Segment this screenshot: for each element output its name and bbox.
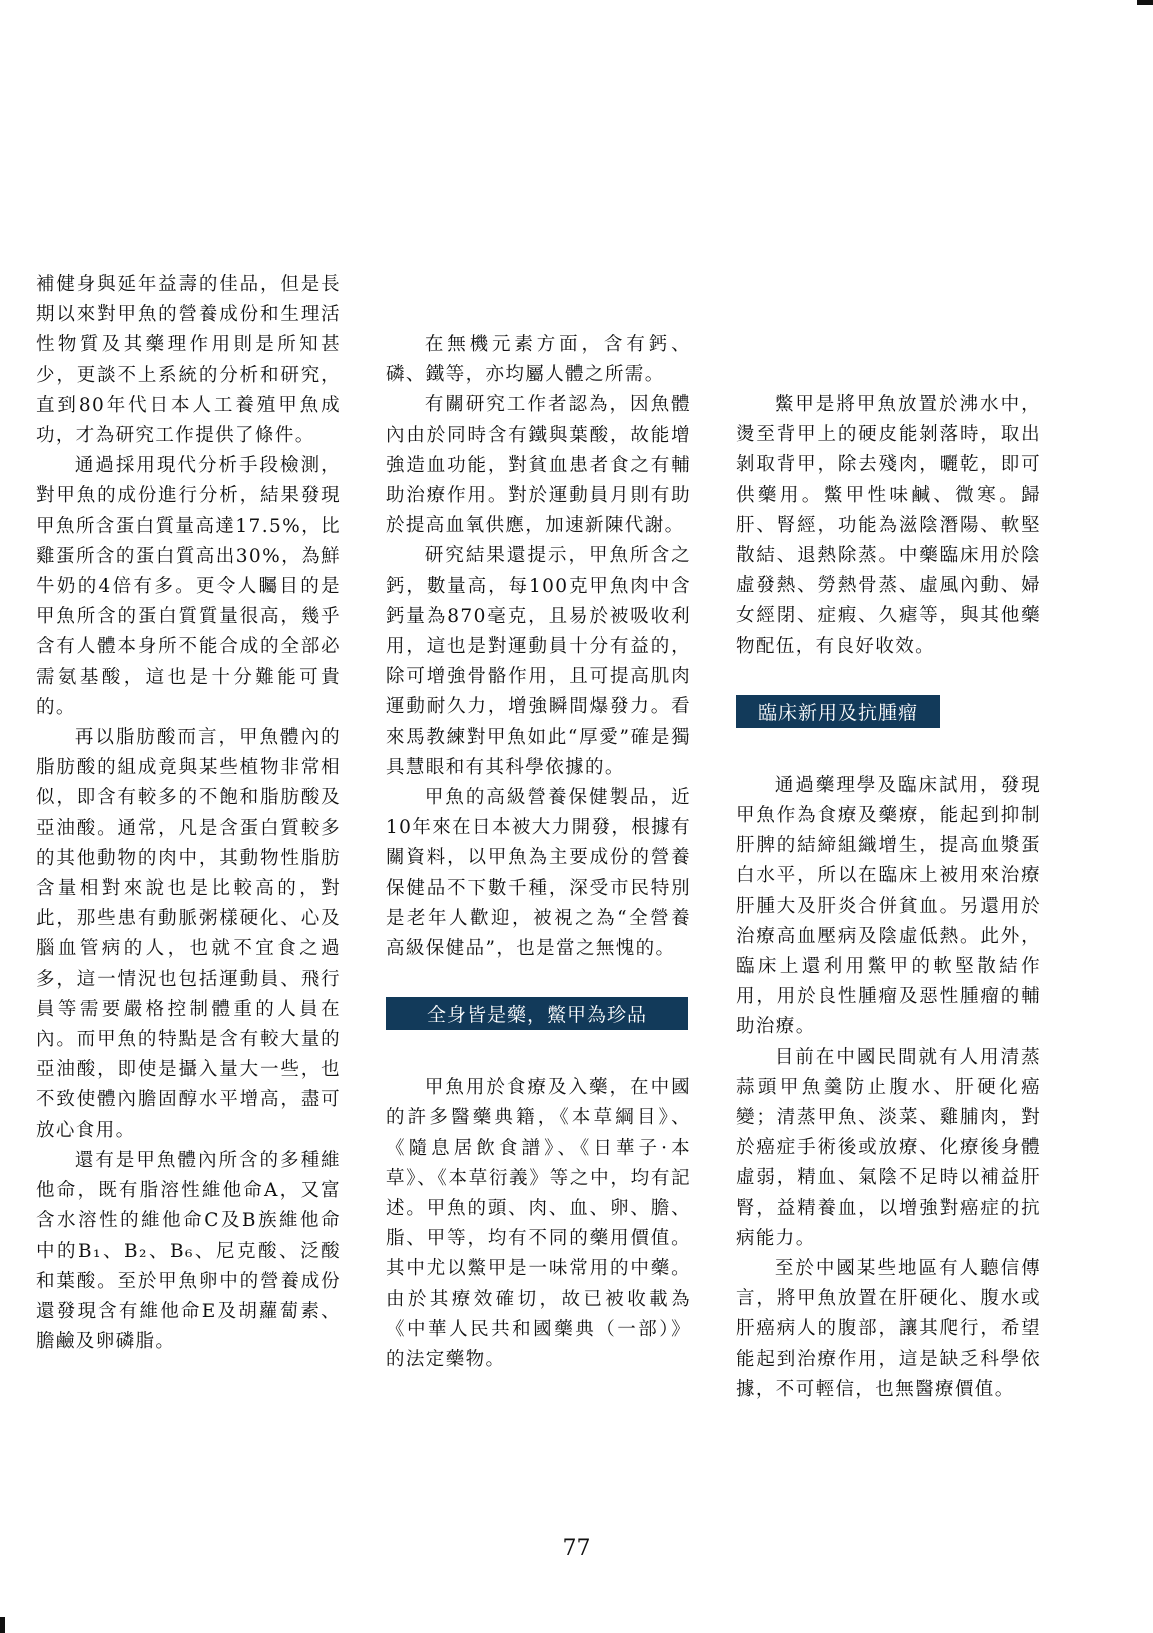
corner-crop-mark (0, 1617, 5, 1633)
body-paragraph: 研究結果還提示，甲魚所含之鈣，數量高，每100克甲魚肉中含鈣量為870毫克，且易於被吸收利用，這也是對運動員十分有益的，除可增強骨骼作用，且可提高肌肉運動耐久力，增強瞬間爆發力。看來馬教練對甲魚如此“厚愛”確是獨具慧眼和有其科學依據的。 (386, 545, 691, 778)
body-paragraph: 補健身與延年益壽的佳品，但是長期以來對甲魚的營養成份和生理活性物質及其藥理作用則是所知甚少，更談不上系統的分析和研究，直到80年代日本人工養殖甲魚成功，才為研究工作提供了條件。 (36, 274, 341, 447)
body-paragraph: 鱉甲是將甲魚放置於沸水中，燙至背甲上的硬皮能剝落時，取出剝取背甲，除去殘肉，曬乾，即可供藥用。鱉甲性味鹹、微寒。歸肝、腎經，功能為滋陰潛陽、軟堅散結、退熱除蒸。中藥臨床用於陰虛發熱、勞熱骨蒸、虛風內動、婦女經閉、症瘕、久瘧等，與其他藥物配伍，有良好收效。 (736, 394, 1041, 657)
body-paragraph: 還有是甲魚體內所含的多種維他命，既有脂溶性維他命A，又富含水溶性的維他命C及B族維他命中的B₁、B₂、B₆、尼克酸、泛酸和葉酸。至於甲魚卵中的營養成份還發現含有維他命E及胡蘿蔔素、膽鹼及卵磷脂。 (36, 1149, 341, 1353)
body-paragraph: 目前在中國民間就有人用清蒸蒜頭甲魚羹防止腹水、肝硬化癌變；清蒸甲魚、淡菜、雞脯肉，對於癌症手術後或放療、化療後身體虛弱，精血、氣陰不足時以補益肝腎，益精養血，以增強對癌症的抗病能力。 (736, 1046, 1041, 1249)
body-paragraph: 通過藥理學及臨床試用，發現甲魚作為食療及藥療，能起到抑制肝脾的結締組織增生，提高血漿蛋白水平，所以在臨床上被用來治療肝腫大及肝炎合併貧血。另還用於治療高血壓病及陰虛低熱。此外，臨床上還利用鱉甲的軟堅散結作用，用於良性腫瘤及惡性腫瘤的輔助治療。 (736, 774, 1041, 1038)
body-paragraph: 至於中國某些地區有人聽信傳言，將甲魚放置在肝硬化、腹水或肝癌病人的腹部，讓其爬行，希望能起到治療作用，這是缺乏科學依據，不可輕信，也無醫療價值。 (736, 1258, 1041, 1400)
body-paragraph: 有關研究工作者認為，因魚體內由於同時含有鐵與葉酸，故能增強造血功能，對貧血患者食之有輔助治療作用。對於運動員月則有助於提高血氧供應，加速新陳代謝。 (386, 394, 691, 537)
body-paragraph: 再以脂肪酸而言，甲魚體內的脂肪酸的組成竟與某些植物非常相似，即含有較多的不飽和脂肪酸及亞油酸。通常，凡是含蛋白質較多的其他動物的肉中，其動物性脂肪含量相對來說也是比較高的，對此，那些患有動脈粥樣硬化、心及腦血管病的人，也就不宜食之過多，這一情況也包括運動員、飛行員等需要嚴格控制體重的人員在內。而甲魚的特點是含有較大量的亞油酸，即使是攝入量大一些，也不致使體內膽固醇水平增高，盡可放心食用。 (36, 727, 341, 1141)
body-paragraph: 甲魚用於食療及入藥，在中國的許多醫藥典籍，《本草綱目》、《隨息居飲食譜》、《日華子·本草》、《本草衍義》等之中，均有記述。甲魚的頭、肉、血、卵、膽、脂、甲等，均有不同的藥用價值。其中尤以鱉甲是一味常用的中藥。由於其療效確切，故已被收載為《中華人民共和國藥典（一部）》的法定藥物。 (386, 1077, 691, 1371)
corner-crop-mark (1137, 0, 1153, 5)
text-column-2 (386, 330, 691, 1375)
text-column-1 (36, 270, 341, 1357)
page-number: 77 (562, 1536, 591, 1561)
section-heading: 全身皆是藥，鱉甲為珍品 (386, 997, 688, 1030)
body-paragraph: 通過採用現代分析手段檢測，對甲魚的成份進行分析，結果發現甲魚所含蛋白質量高達17.5%，比雞蛋所含的蛋白質高出30%，為鮮牛奶的4倍有多。更令人矚目的是甲魚所含的蛋白質質量很高，幾乎含有人體本身所不能合成的全部必需氨基酸，這也是十分難能可貴的。 (36, 455, 341, 718)
section-heading: 臨床新用及抗腫瘤 (736, 695, 940, 728)
body-paragraph: 甲魚的高級營養保健製品，近10年來在日本被大力開發，根據有關資料，以甲魚為主要成份的營養保健品不下數千種，深受市民特別是老年人歡迎，被視之為“全營養高級保健品”，也是當之無愧的。 (386, 787, 691, 960)
body-paragraph: 在無機元素方面，含有鈣、磷、鐵等，亦均屬人體之所需。 (386, 334, 691, 386)
text-column-3 (736, 390, 1041, 1405)
